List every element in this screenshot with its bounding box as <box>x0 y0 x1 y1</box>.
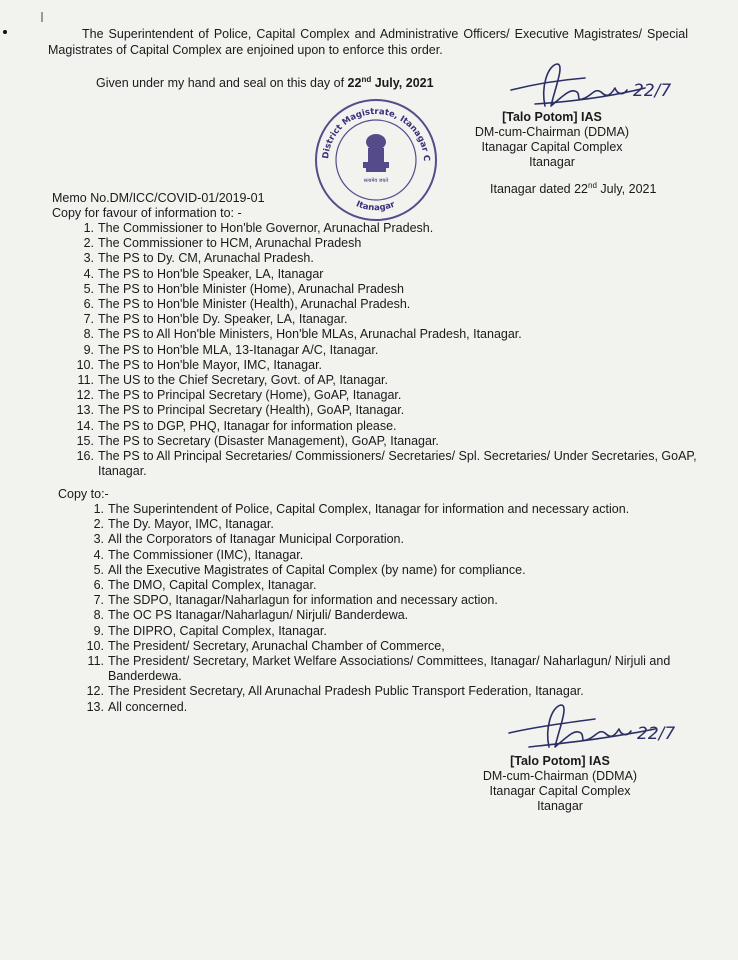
signatory-block-top <box>462 110 642 170</box>
list-item <box>72 221 697 236</box>
given-suffix: nd <box>361 75 372 84</box>
list-item <box>82 502 702 517</box>
svg-text:Itanagar <box>354 199 397 213</box>
list-item-number: 8. <box>93 608 104 623</box>
list-item-number: 4. <box>83 266 94 281</box>
signatory-designation-bottom: DM-cum-Chairman (DDMA) <box>482 769 638 783</box>
list-item <box>82 654 702 684</box>
list-item-number: 16. <box>76 449 94 464</box>
list-item <box>82 548 702 563</box>
list-item-number: 7. <box>93 593 104 608</box>
list-item-number: 10. <box>76 357 94 372</box>
list-item-number: 8. <box>83 327 94 342</box>
list-item-number: 1. <box>83 221 94 235</box>
scan-speck <box>3 30 7 34</box>
list-item-text: The DIPRO, Capital Complex, Itanagar. <box>108 623 327 638</box>
list-item-text: The PS to Hon'ble Minister (Home), Arunachal Pradesh <box>98 281 404 296</box>
list-item-number: 5. <box>93 562 104 577</box>
list-item-number: 4. <box>93 547 104 562</box>
list-item-text: The PS to DGP, PHQ, Itanagar for information please. <box>98 418 397 433</box>
list-item-number: 6. <box>83 297 94 312</box>
list-item <box>72 419 697 434</box>
signatory-block-bottom <box>470 754 650 814</box>
scan-mark <box>41 12 43 22</box>
signatory-place: Itanagar <box>529 155 575 169</box>
list-item-number: 12. <box>86 684 104 699</box>
list-item <box>82 563 702 578</box>
list-item-text: The OC PS Itanagar/Naharlagun/ Nirjuli/ Banderdewa. <box>108 608 409 623</box>
list-item-text: The Superintendent of Police, Capital Complex, Itanagar for information and necessary action. <box>108 502 630 516</box>
list-item <box>72 267 697 282</box>
list-item-text: The US to the Chief Secretary, Govt. of AP, Itanagar. <box>98 373 388 388</box>
copy-favour-heading: Copy for favour of information to: - <box>52 206 242 220</box>
list-item-text: All the Executive Magistrates of Capital Complex (by name) for compliance. <box>108 562 526 577</box>
list-item-number: 6. <box>93 578 104 593</box>
list-item-number: 3. <box>93 532 104 547</box>
list-item-number: 1. <box>93 502 104 516</box>
list-item-number: 2. <box>83 236 94 251</box>
copy-list <box>82 502 702 715</box>
list-item <box>72 236 697 251</box>
list-item <box>82 517 702 532</box>
national-emblem-icon <box>363 134 389 172</box>
given-rest: July, 2021 <box>371 76 434 91</box>
list-item-text: The Commissioner to HCM, Arunachal Pradesh <box>98 236 362 251</box>
list-item <box>72 251 697 266</box>
list-item-number: 13. <box>76 403 94 418</box>
copy-to-heading: Copy to:- <box>58 487 109 501</box>
list-item <box>72 343 697 358</box>
list-item <box>72 282 697 297</box>
list-item-number: 9. <box>93 623 104 638</box>
list-item-number: 7. <box>83 312 94 327</box>
dated-rest: July, 2021 <box>596 182 657 197</box>
list-item-text: All the Corporators of Itanagar Municipal Corporation. <box>108 532 404 547</box>
list-item <box>72 449 697 479</box>
list-item-number: 11. <box>87 654 104 669</box>
dated-sup: nd <box>588 181 597 190</box>
signatory-office-bottom: Itanagar Capital Complex <box>489 784 631 798</box>
list-item <box>72 434 697 449</box>
list-item <box>72 403 697 418</box>
list-item <box>82 608 702 623</box>
list-item-number: 13. <box>86 699 104 714</box>
list-item-number: 5. <box>83 281 94 296</box>
intro-text: The Superintendent of Police, Capital Complex and Administrative Officers/ Executive Magistrates/ Special Magistrates of Capital Complex are enjoined upon to enforce this order. <box>48 27 688 57</box>
memo-dated <box>490 178 656 197</box>
list-item-text: The President Secretary, All Arunachal Pradesh Public Transport Federation, Itanagar. <box>108 684 584 699</box>
signature-top <box>505 58 685 118</box>
list-item <box>72 388 697 403</box>
list-item <box>82 532 702 547</box>
list-item <box>72 327 697 342</box>
seal-text-top: District Magistrate, Itanagar C <box>321 106 432 162</box>
list-item-text: The PS to Hon'ble Minister (Health), Arunachal Pradesh. <box>98 297 411 312</box>
given-day: 22 <box>347 76 362 91</box>
list-item <box>72 373 697 388</box>
seal-text-bottom: Itanagar <box>354 199 397 214</box>
list-item-text: The PS to Secretary (Disaster Management), GoAP, Itanagar. <box>98 433 439 448</box>
signature-bottom <box>505 697 695 755</box>
list-item-number: 14. <box>76 418 94 433</box>
list-item <box>72 297 697 312</box>
list-item-text: The President/ Secretary, Market Welfare Associations/ Committees, Itanagar/ Naharlagun/ Nirjuli and Banderdewa. <box>108 654 671 684</box>
signatory-name-bottom: [Talo Potom] IAS <box>510 754 610 768</box>
list-item-number: 9. <box>83 342 94 357</box>
list-item-text: The PS to Hon'ble Mayor, IMC, Itanagar. <box>98 357 323 372</box>
list-item-text: The President/ Secretary, Arunachal Chamber of Commerce, <box>108 638 445 653</box>
signature-date-note: 22/7 <box>633 81 672 101</box>
emblem-caption: सत्यमेव जयते <box>363 178 389 184</box>
enforcement-paragraph <box>48 26 688 58</box>
list-item-number: 11. <box>77 373 94 388</box>
list-item <box>72 312 697 327</box>
list-item-text: The PS to All Hon'ble Ministers, Hon'ble MLAs, Arunachal Pradesh, Itanagar. <box>98 327 522 342</box>
list-item <box>82 593 702 608</box>
signatory-office: Itanagar Capital Complex <box>481 140 623 154</box>
given-prefix: Given under my hand and seal on this day of <box>96 76 348 91</box>
list-item <box>82 624 702 639</box>
list-item-text: The DMO, Capital Complex, Itanagar. <box>108 578 317 593</box>
list-item-text: The PS to Dy. CM, Arunachal Pradesh. <box>98 251 314 266</box>
list-item-number: 12. <box>76 388 94 403</box>
list-item-number: 3. <box>83 251 94 266</box>
list-item-text: The PS to Principal Secretary (Health), GoAP, Itanagar. <box>98 403 405 418</box>
signatory-place-bottom: Itanagar <box>537 799 583 813</box>
list-item-text: The Commissioner (IMC), Itanagar. <box>108 547 304 562</box>
list-item-text: The Dy. Mayor, IMC, Itanagar. <box>108 517 274 532</box>
list-item-text: The PS to Hon'ble Speaker, LA, Itanagar <box>98 266 324 281</box>
given-under-hand-line <box>96 72 434 91</box>
list-item-text: The PS to Hon'ble MLA, 13-Itanagar A/C, Itanagar. <box>98 342 379 357</box>
signatory-designation: DM-cum-Chairman (DDMA) <box>474 125 630 139</box>
list-item-number: 10. <box>86 638 104 653</box>
dated-prefix: Itanagar dated 22 <box>490 182 588 197</box>
memo-number: Memo No.DM/ICC/COVID-01/2019-01 <box>52 191 265 205</box>
favour-list <box>72 221 697 479</box>
list-item-text: The Commissioner to Hon'ble Governor, Arunachal Pradesh. <box>98 221 434 235</box>
list-item-text: The PS to Principal Secretary (Home), GoAP, Itanagar. <box>98 388 402 403</box>
list-item-number: 15. <box>76 433 94 448</box>
list-item-text: The SDPO, Itanagar/Naharlagun for information and necessary action. <box>108 593 498 608</box>
signatory-name: [Talo Potom] IAS <box>502 110 602 124</box>
list-item-text: All concerned. <box>108 699 188 714</box>
list-item-number: 2. <box>93 517 104 532</box>
official-seal <box>306 92 446 222</box>
list-item-text: The PS to Hon'ble Dy. Speaker, LA, Itanagar. <box>98 312 348 327</box>
list-item <box>82 578 702 593</box>
list-item <box>72 358 697 373</box>
signature-bottom-date-note: 22/7 <box>637 724 676 744</box>
list-item <box>82 639 702 654</box>
list-item-text: The PS to All Principal Secretaries/ Commissioners/ Secretaries/ Spl. Secretaries/ Under Secretaries, GoAP, Itanagar. <box>98 449 697 479</box>
